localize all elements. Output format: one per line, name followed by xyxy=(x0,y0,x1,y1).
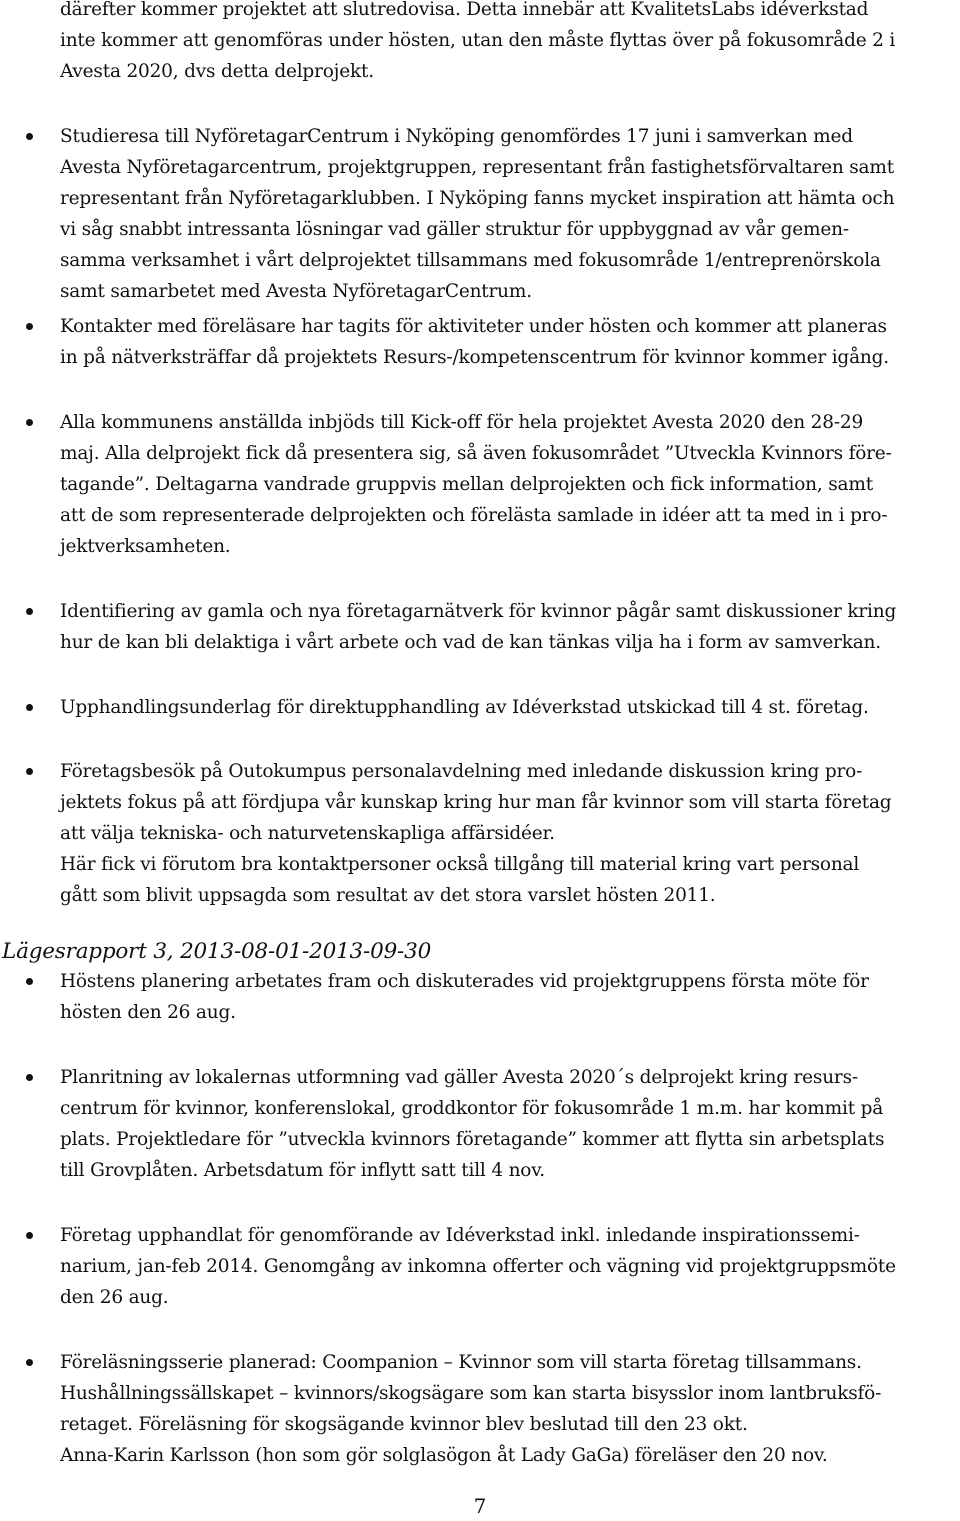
bullet-icon xyxy=(26,1074,33,1081)
list-item xyxy=(60,692,958,723)
bullet-icon xyxy=(26,323,33,330)
bullet-icon xyxy=(26,768,33,775)
text-line: Avesta Nyföretagarcentrum, projektgruppen, representant från fastighetsförvaltaren samt xyxy=(60,157,894,178)
text-line: samt samarbetet med Avesta NyföretagarCentrum. xyxy=(60,281,532,302)
intro-paragraph xyxy=(60,0,958,87)
page-number: 7 xyxy=(473,1494,487,1518)
text-line: Anna-Karin Karlsson (hon som gör solglasögon åt Lady GaGa) föreläser den 20 nov. xyxy=(60,1445,828,1466)
text-line: Identifiering av gamla och nya företagarnätverk för kvinnor pågår samt diskussioner kring xyxy=(60,601,897,622)
list-item xyxy=(60,966,958,1028)
text-line: centrum för kvinnor, konferenslokal, groddkontor för fokusområde 1 m.m. har kommit på xyxy=(60,1098,884,1119)
text-line: retaget. Föreläsning för skogsägande kvinnor blev beslutad till den 23 okt. xyxy=(60,1414,748,1435)
text-line: inte kommer att genomföras under hösten, utan den måste flyttas över på fokusområde 2 i xyxy=(60,30,896,51)
text-line: Studieresa till NyföretagarCentrum i Nyköping genomfördes 17 juni i samverkan med xyxy=(60,126,853,147)
text-line: Företag upphandlat för genomförande av Idéverkstad inkl. inledande inspirationssemi- xyxy=(60,1225,860,1246)
list-item xyxy=(60,121,958,307)
list-item xyxy=(60,756,958,911)
bullet-icon xyxy=(26,608,33,615)
list-item xyxy=(60,407,958,562)
text-line: Avesta 2020, dvs detta delprojekt. xyxy=(60,61,374,82)
text-line: Planritning av lokalernas utformning vad gäller Avesta 2020´s delprojekt kring resurs- xyxy=(60,1067,858,1088)
bullet-icon xyxy=(26,419,33,426)
text-line: Upphandlingsunderlag för direktupphandling av Idéverkstad utskickad till 4 st. företag. xyxy=(60,697,869,718)
text-line: Alla kommunens anställda inbjöds till Kick-off för hela projektet Avesta 2020 den 28-29 xyxy=(60,412,864,433)
section-heading: Lägesrapport 3, 2013-08-01-2013-09-30 xyxy=(2,939,432,964)
text-line: att de som representerade delprojekten och förelästa samlade in idéer att ta med in i pro- xyxy=(60,505,888,526)
text-line: plats. Projektledare för ”utveckla kvinnors företagande” kommer att flytta sin arbetsplats xyxy=(60,1129,885,1150)
text-line: därefter kommer projektet att slutredovisa. Detta innebär att KvalitetsLabs idéverkstad xyxy=(60,0,869,20)
list-item xyxy=(60,1220,958,1313)
bullet-icon xyxy=(26,978,33,985)
text-line: hur de kan bli delaktiga i vårt arbete och vad de kan tänkas vilja ha i form av samverkan. xyxy=(60,632,881,653)
text-line: gått som blivit uppsagda som resultat av det stora varslet hösten 2011. xyxy=(60,885,716,906)
text-line: Företagsbesök på Outokumpus personalavdelning med inledande diskussion kring pro- xyxy=(60,761,863,782)
text-line: vi såg snabbt intressanta lösningar vad gäller struktur för uppbyggnad av vår gemen- xyxy=(60,219,849,240)
text-line: Hushållningssällskapet – kvinnors/skogsägare som kan starta bisysslor inom lantbruksfö- xyxy=(60,1383,882,1404)
text-line: Föreläsningsserie planerad: Coompanion – Kvinnor som vill starta företag tillsammans. xyxy=(60,1352,862,1373)
text-line: tagande”. Deltagarna vandrade gruppvis mellan delprojekten och fick information, samt xyxy=(60,474,873,495)
text-line: jektverksamheten. xyxy=(60,536,231,557)
bullet-icon xyxy=(26,133,33,140)
text-line: Kontakter med föreläsare har tagits för aktiviteter under hösten och kommer att planeras xyxy=(60,316,887,337)
list-item xyxy=(60,311,958,373)
list-item xyxy=(60,596,958,658)
text-line: samma verksamhet i vårt delprojektet tillsammans med fokusområde 1/entreprenörskola xyxy=(60,250,881,271)
text-line: representant från Nyföretagarklubben. I Nyköping fanns mycket inspiration att hämta och xyxy=(60,188,895,209)
text-line: den 26 aug. xyxy=(60,1287,169,1308)
bullet-icon xyxy=(26,1232,33,1239)
text-line: jektets fokus på att fördjupa vår kunskap kring hur man får kvinnor som vill starta företag xyxy=(60,792,892,813)
text-line: hösten den 26 aug. xyxy=(60,1002,236,1023)
text-line: Här fick vi förutom bra kontaktpersoner också tillgång till material kring vart personal xyxy=(60,854,860,875)
text-line: till Grovplåten. Arbetsdatum för inflytt satt till 4 nov. xyxy=(60,1160,545,1181)
text-line: Höstens planering arbetates fram och diskuterades vid projektgruppens första möte för xyxy=(60,971,869,992)
list-item xyxy=(60,1347,958,1471)
text-line: maj. Alla delprojekt fick då presentera sig, så även fokusområdet ”Utveckla Kvinnors före- xyxy=(60,443,892,464)
text-line: in på nätverksträffar då projektets Resurs-/kompetenscentrum för kvinnor kommer igång. xyxy=(60,347,889,368)
list-item xyxy=(60,1062,958,1186)
text-line: att välja tekniska- och naturvetenskapliga affärsidéer. xyxy=(60,823,555,844)
text-line: narium, jan-feb 2014. Genomgång av inkomna offerter och vägning vid projektgruppsmöte xyxy=(60,1256,896,1277)
bullet-icon xyxy=(26,704,33,711)
bullet-icon xyxy=(26,1359,33,1366)
